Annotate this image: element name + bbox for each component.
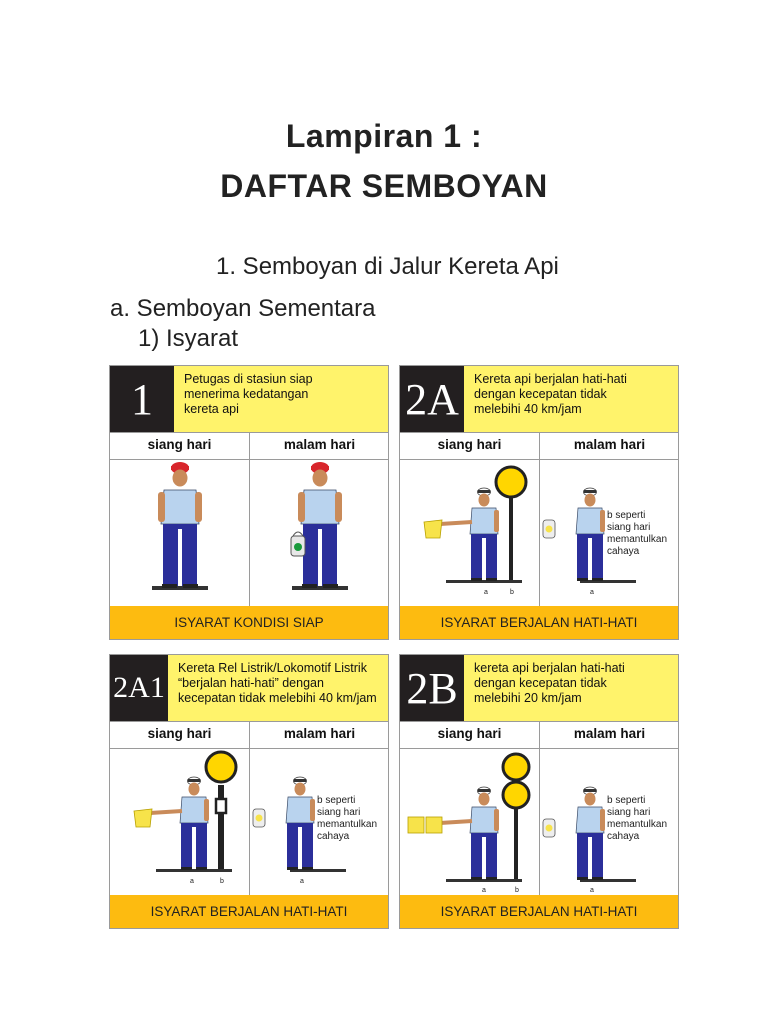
subsection-a: a. Semboyan Sementara bbox=[110, 295, 376, 322]
signal-description: Kereta Rel Listrik/Lokomotif Listrik “berjalan hati-hati” dengan kecepatan tidak melebihi 40 km/jam bbox=[168, 655, 388, 721]
signal-footer: ISYARAT BERJALAN HATI-HATI bbox=[400, 606, 678, 639]
yellow-flag-icon bbox=[134, 809, 152, 827]
nighttime-head: malam hari bbox=[283, 437, 356, 452]
signal-description: Kereta api berjalan hati-hati dengan kecepatan tidak melebihi 40 km/jam bbox=[464, 366, 678, 432]
signal-illustration bbox=[110, 458, 388, 606]
yellow-disc-signal-icon bbox=[496, 467, 526, 580]
signal-footer: ISYARAT BERJALAN HATI-HATI bbox=[400, 895, 678, 928]
signal-footer: ISYARAT KONDISI SIAP bbox=[110, 606, 388, 639]
signal-description: Petugas di stasiun siap menerima kedatangan kereta api bbox=[174, 366, 388, 432]
nighttime-head: malam hari bbox=[573, 726, 646, 741]
daytime-head: siang hari bbox=[437, 437, 502, 452]
yellow-flag-icon bbox=[424, 520, 442, 538]
lantern-icon bbox=[543, 819, 555, 837]
signal-card-2a1: 2A1 Kereta Rel Listrik/Lokomotif Listrik “berjalan hati-hati” dengan kecepatan tidak melebihi 40 km/jam siang hari malam hari a b a b seperti siang hari memantulkan cahaya ISYARAT BERJALAN HATI-HATI bbox=[109, 654, 389, 929]
subsection-1: 1) Isyarat bbox=[138, 325, 239, 352]
daytime-head: siang hari bbox=[147, 437, 212, 452]
note-text: b seperti siang hari memantulkan cahaya bbox=[317, 795, 378, 842]
signal-code: 2B bbox=[400, 655, 464, 721]
lantern-icon bbox=[543, 520, 555, 538]
signal-code: 2A bbox=[400, 366, 464, 432]
signal-card-1 bbox=[109, 365, 389, 640]
page-title-lampiran: Lampiran 1 : bbox=[285, 118, 483, 154]
section-title: 1. Semboyan di Jalur Kereta Api bbox=[216, 253, 559, 280]
note-text: b seperti siang hari memantulkan cahaya bbox=[607, 795, 668, 842]
signal-code: 2A1 bbox=[110, 655, 168, 721]
nighttime-head: malam hari bbox=[573, 437, 646, 452]
signal-code: 1 bbox=[110, 366, 174, 432]
daytime-head: siang hari bbox=[147, 726, 212, 741]
green-lantern-icon bbox=[291, 532, 305, 556]
note-text: b seperti siang hari memantulkan cahaya bbox=[607, 510, 668, 557]
signal-card-2a: 2A Kereta api berjalan hati-hati dengan kecepatan tidak melebihi 40 km/jam siang hari malam hari a b a b seperti siang hari memantulkan cahaya ISYARAT BERJALAN HATI-HATI bbox=[399, 365, 679, 640]
nighttime-head: malam hari bbox=[283, 726, 356, 741]
page-title-daftar-semboyan: DAFTAR SEMBOYAN bbox=[220, 168, 548, 204]
double-yellow-disc-signal-icon bbox=[503, 754, 529, 879]
signal-card-2b: 2B kereta api berjalan hati-hati dengan kecepatan tidak melebihi 20 km/jam siang hari malam hari a b a b seperti siang hari memantulkan cahaya ISYARAT BERJALAN HATI-HATI bbox=[399, 654, 679, 929]
double-yellow-flag-icon bbox=[408, 817, 442, 833]
yellow-disc-signal-icon bbox=[206, 752, 236, 869]
signal-footer: ISYARAT BERJALAN HATI-HATI bbox=[110, 895, 388, 928]
signal-description: kereta api berjalan hati-hati dengan kecepatan tidak melebihi 20 km/jam bbox=[464, 655, 678, 721]
lantern-icon bbox=[253, 809, 265, 827]
daytime-head: siang hari bbox=[437, 726, 502, 741]
